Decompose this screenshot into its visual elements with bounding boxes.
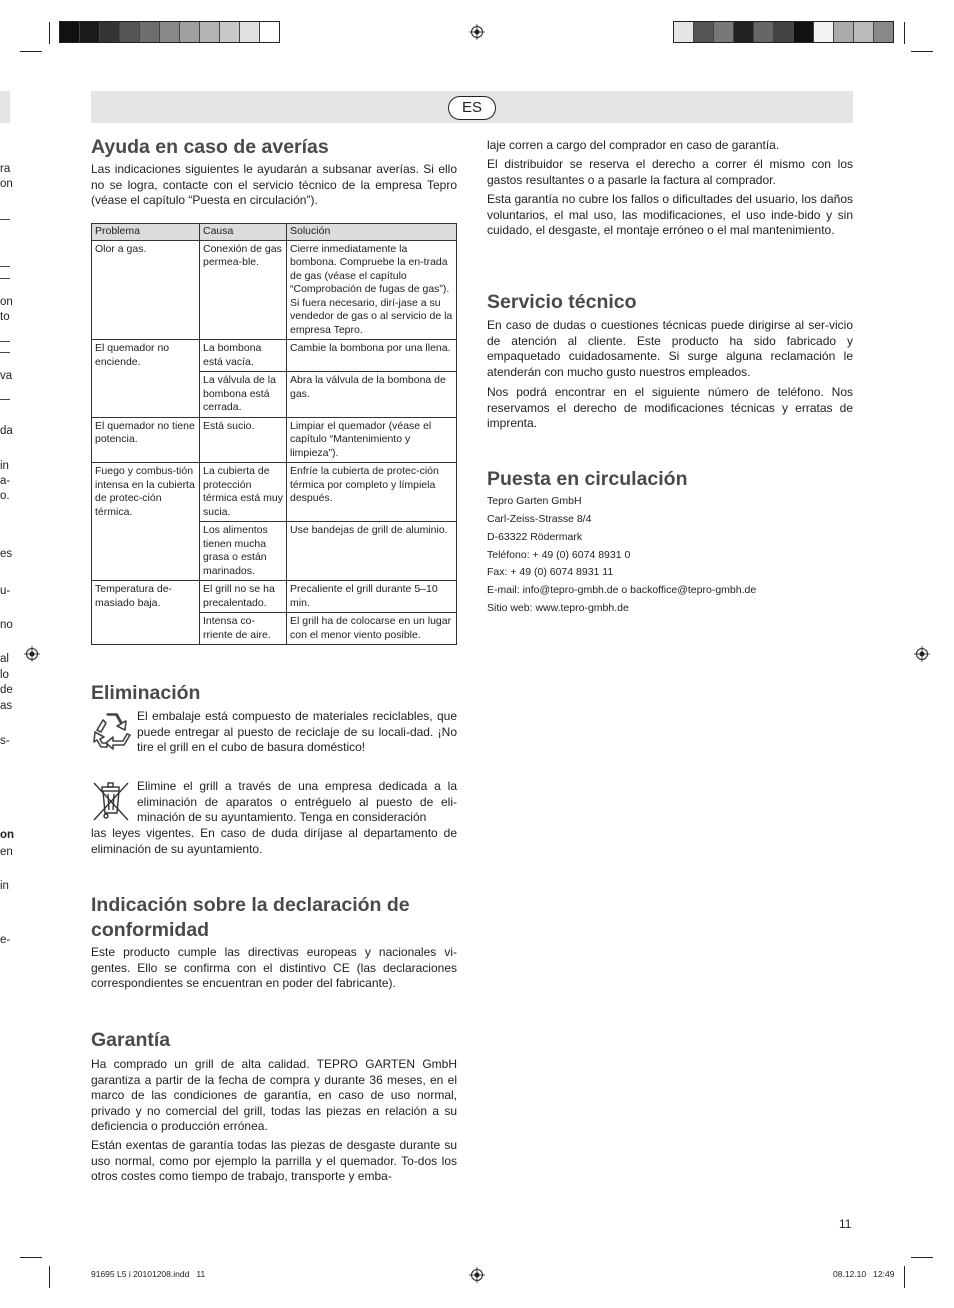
cause-cell: La cubierta de protección térmica está muy sucia.	[200, 463, 287, 522]
crop-mark	[49, 22, 50, 44]
section-title-warranty: Garantía	[91, 1029, 171, 1051]
margin-fragment: al	[0, 653, 9, 665]
margin-fragment: on	[0, 829, 15, 841]
cause-cell: Intensa co-rriente de aire.	[200, 613, 287, 645]
troubleshooting-intro: Las indicaciones siguientes le ayudarán a subsanar averías. Si ello no se logra, contacte con el servicio técnico de la empresa Tepro (véase el capítulo “Puesta en circulación”).	[91, 162, 457, 207]
registration-mark-icon	[469, 24, 485, 40]
cause-cell: El grill no se ha precalentado.	[200, 581, 287, 613]
margin-fragment: to	[0, 311, 10, 323]
conformity-text: Este producto cumple las directivas europeas y nacionales vi-gentes. Ello se confirma con el distintivo CE (las declaraciones correspondientes se encuentran en poder del fabricante).	[91, 945, 457, 990]
cause-cell: La válvula de la bombona está cerrada.	[200, 372, 287, 418]
solution-cell: Use bandejas de grill de aluminio.	[287, 522, 457, 581]
solution-cell: Cambie la bombona por una llena.	[287, 340, 457, 372]
language-badge: ES	[448, 96, 496, 120]
column-header: Problema	[92, 224, 200, 241]
column-header: Causa	[200, 224, 287, 241]
warranty-continued-3: Esta garantía no cubre los fallos o dificultades del usuario, los daños voluntarios, el mal uso, las modificaciones, el uso inde-bido y sin cuidado, el desgaste, el montaje erróneo o el mal mantenimiento.	[487, 192, 853, 237]
table-row	[92, 340, 457, 372]
address-company: Tepro Garten GmbH	[487, 495, 582, 507]
column-header: Solución	[287, 224, 457, 241]
margin-fragment: da	[0, 425, 13, 437]
problem-cell: Temperatura de-masiado baja.	[92, 581, 200, 645]
margin-fragment: on	[0, 296, 13, 308]
table-header-row	[92, 224, 457, 241]
margin-fragment: as	[0, 700, 13, 712]
margin-fragment: ra	[0, 163, 11, 175]
problem-cell: Olor a gas.	[92, 240, 200, 340]
address-email: E-mail: info@tepro-gmbh.de o backoffice@tepro-gmbh.de	[487, 584, 757, 596]
footer-date: 08.12.10 12:49	[833, 1269, 895, 1279]
footer-file-info: 91695 L5 i 20101208.indd 11	[91, 1269, 206, 1279]
margin-fragment: o.	[0, 490, 10, 502]
registration-mark-icon	[469, 1267, 485, 1283]
solution-cell: El grill ha de colocarse en un lugar con el menor viento posible.	[287, 613, 457, 645]
solution-cell: Limpiar el quemador (véase el capítulo “Mantenimiento y limpieza”).	[287, 417, 457, 463]
margin-fragment: va	[0, 370, 13, 382]
margin-rule	[0, 399, 10, 400]
solution-cell: Precaliente el grill durante 5–10 min.	[287, 581, 457, 613]
margin-fragment: e-	[0, 934, 11, 946]
disposal-device-text-indented: Elimine el grill a través de una empresa dedicada a la eliminación de aparatos o entréguelo al puesto de eli-minación de su ayuntamiento. Tenga en consideración	[137, 779, 457, 824]
cause-cell: Está sucio.	[200, 417, 287, 463]
margin-fragment: u-	[0, 585, 11, 597]
margin-fragment: lo	[0, 669, 9, 681]
crop-mark	[911, 51, 933, 52]
left-edge-band	[0, 91, 10, 123]
table-row	[92, 417, 457, 463]
address-website: Sitio web: www.tepro-gmbh.de	[487, 602, 629, 614]
margin-fragment: s-	[0, 735, 10, 747]
warranty-text-2: Están exentas de garantía todas las piezas de desgaste durante su uso normal, como por ejemplo la parrilla y el quemador. To-dos los otros costes como tiempo de trabajo, transporte y emba-	[91, 1138, 457, 1183]
section-title-service: Servicio técnico	[487, 291, 637, 313]
service-text-2: Nos podrá encontrar en el siguiente número de teléfono. Nos reservamos el derecho de modificaciones técnicas y erratas de imprenta.	[487, 385, 853, 430]
problem-cell: Fuego y combus-tión intensa en la cubierta de protec-ción térmica.	[92, 463, 200, 581]
table-row	[92, 581, 457, 613]
margin-fragment: de	[0, 684, 13, 696]
warranty-continued-2: El distribuidor se reserva el derecho a correr él mismo con los gastos resultantes o a pasarle la factura al comprador.	[487, 157, 853, 187]
margin-fragment: on	[0, 178, 13, 190]
page-number: 11	[839, 1217, 852, 1231]
margin-fragment: en	[0, 846, 13, 858]
margin-fragment: in	[0, 460, 9, 472]
registration-mark-icon	[914, 646, 930, 662]
crossed-bin-icon	[91, 779, 131, 823]
cause-cell: Los alimentos tienen mucha grasa o están marinados.	[200, 522, 287, 581]
section-title-troubleshooting: Ayuda en caso de averías	[91, 136, 329, 158]
address-street: Carl-Zeiss-Strasse 8/4	[487, 513, 592, 525]
recycling-icon	[91, 710, 133, 752]
table-row	[92, 463, 457, 522]
warranty-text-1: Ha comprado un grill de alta calidad. TEPRO GARTEN GmbH garantiza a partir de la fecha de compra y durante 36 meses, en el marco de las condiciones de garantía, en caso de uso normal, privado y no comercial del grill, todas las piezas en relación a su deficiencia o producción errónea.	[91, 1057, 457, 1133]
address-phone: Teléfono: + 49 (0) 6074 8931 0	[487, 549, 631, 561]
cause-cell: La bombona está vacía.	[200, 340, 287, 372]
margin-fragment: es	[0, 548, 13, 560]
section-title-disposal: Eliminación	[91, 682, 201, 704]
crop-mark	[49, 1266, 50, 1288]
disposal-device-text: las leyes vigentes. En caso de duda diríjase al departamento de eliminación de su ayuntamiento.	[91, 826, 457, 856]
margin-fragment: no	[0, 619, 13, 631]
solution-cell: Enfríe la cubierta de protec-ción térmica por completo y límpiela después.	[287, 463, 457, 522]
crop-mark	[904, 1266, 905, 1288]
crop-mark	[20, 1257, 42, 1258]
warranty-continued-1: laje corren a cargo del comprador en caso de garantía.	[487, 138, 780, 152]
margin-fragment: a-	[0, 475, 11, 487]
solution-cell: Abra la válvula de la bombona de gas.	[287, 372, 457, 418]
disposal-packaging-text: El embalaje está compuesto de materiales reciclables, que puede entregar al puesto de reciclaje de su locali-dad. ¡No tire el grill en el cubo de basura doméstico!	[137, 709, 457, 754]
section-title-conformity: Indicación sobre la declaración de conformidad	[91, 894, 410, 941]
crop-mark	[904, 22, 905, 44]
service-text-1: En caso de dudas o cuestiones técnicas puede dirigirse al ser-vicio de atención al cliente. Este producto ha sido fabricado y empaquetado cuidadosamente. Si surge alguna reclamación le atenderán con mucho gusto nuestros empleados.	[487, 318, 853, 379]
margin-rule	[0, 266, 10, 267]
margin-rule	[0, 278, 10, 279]
troubleshooting-table	[91, 223, 457, 645]
address-fax: Fax: + 49 (0) 6074 8931 11	[487, 566, 614, 578]
registration-mark-icon	[24, 646, 40, 662]
color-bar-left	[59, 21, 280, 43]
solution-cell: Cierre inmediatamente la bombona. Compruebe la en-trada de gas (véase el capítulo “Comprobación de fugas de gas”). Si fuera necesario, dirí-jase a su vendedor de gas o al servicio de la empresa Tepro.	[287, 240, 457, 340]
margin-fragment: in	[0, 880, 9, 892]
color-bar-right	[673, 21, 894, 43]
address-city: D-63322 Rödermark	[487, 531, 583, 543]
crop-mark	[911, 1257, 933, 1258]
cause-cell: Conexión de gas permea-ble.	[200, 240, 287, 340]
margin-rule	[0, 341, 10, 342]
problem-cell: El quemador no tiene potencia.	[92, 417, 200, 463]
crop-mark	[20, 51, 42, 52]
table-row	[92, 240, 457, 340]
section-title-distribution: Puesta en circulación	[487, 468, 688, 490]
problem-cell: El quemador no enciende.	[92, 340, 200, 418]
margin-rule	[0, 352, 10, 353]
margin-rule	[0, 219, 10, 220]
